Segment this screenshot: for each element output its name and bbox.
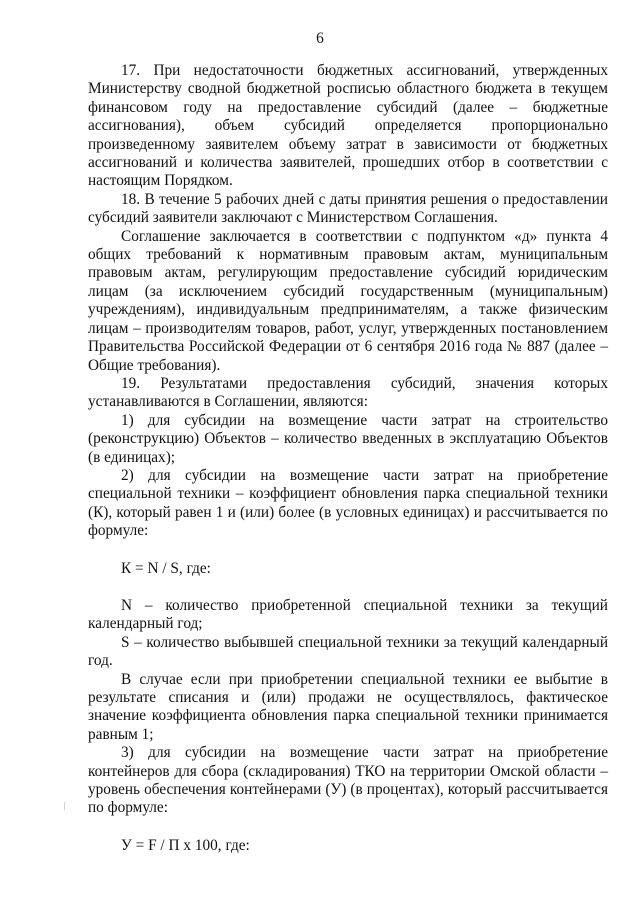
formula-u: У = F / П х 100, где:	[121, 836, 250, 854]
paragraph-agreement: Соглашение заключается в соответствии с подпунктом «д» пункта 4 общих требований к нормативным правовым актам, муниципальным правовым актам, регулирующим предоставление субсидий юридическим лицам (за исключением субсидий государственным (муниципальным) учреждениям), индивидуальным предпринимателям, а также физическим лицам – производителям товаров, работ, услуг, утвержденных постановлением Правительства Российской Федерации от 6 сентября 2016 года № 887 (далее – Общие требования).	[88, 227, 608, 374]
list-item-1: 1) для субсидии на возмещение части затрат на строительство (реконструкцию) Объектов – количество введенных в эксплуатацию Объектов (в единицах);	[88, 411, 608, 466]
margin-mark	[64, 802, 65, 810]
definition-s: S – количество выбывшей специальной техники за текущий календарный год.	[88, 633, 608, 670]
paragraph-17: 17. При недостаточности бюджетных ассигнований, утвержденных Министерству сводной бюджетной росписью областного бюджета в текущем финансовом году на предоставление субсидий (далее – бюджетные ассигнования), объем субсидий определяется пропорционально произведенному заявителем объему затрат в зависимости от бюджетных ассигнований и количества заявителей, прошедших отбор в соответствии с настоящим Порядком.	[88, 62, 608, 190]
list-item-2: 2) для субсидии на возмещение части затрат на приобретение специальной техники – коэффициент обновления парка специальной техники (К), который равен 1 и (или) более (в условных единицах) и рассчитывается по формуле:	[88, 466, 608, 540]
paragraph-no-disposal: В случае если при приобретении специальной техники ее выбытие в результате списания и (или) продажи не осуществлялось, фактическое значение коэффициента обновления парка специальной техники принимается равным 1;	[88, 670, 608, 743]
page-number: 6	[316, 30, 324, 47]
paragraph-19: 19. Результатами предоставления субсидий, значения которых устанавливаются в Соглашении, являются:	[88, 374, 608, 411]
definition-n: N – количество приобретенной специальной техники за текущий календарный год;	[88, 596, 608, 633]
paragraph-18: 18. В течение 5 рабочих дней с даты принятия решения о предоставлении субсидий заявители заключают с Министерством Соглашения.	[88, 190, 608, 227]
document-body	[88, 62, 608, 855]
formula-k: К = N / S, где:	[121, 559, 211, 577]
list-item-3: 3) для субсидии на возмещение части затрат на приобретение контейнеров для сбора (складирования) ТКО на территории Омской области – уровень обеспечения контейнерами (У) (в процентах), который рассчитывается по формуле:	[88, 744, 608, 817]
